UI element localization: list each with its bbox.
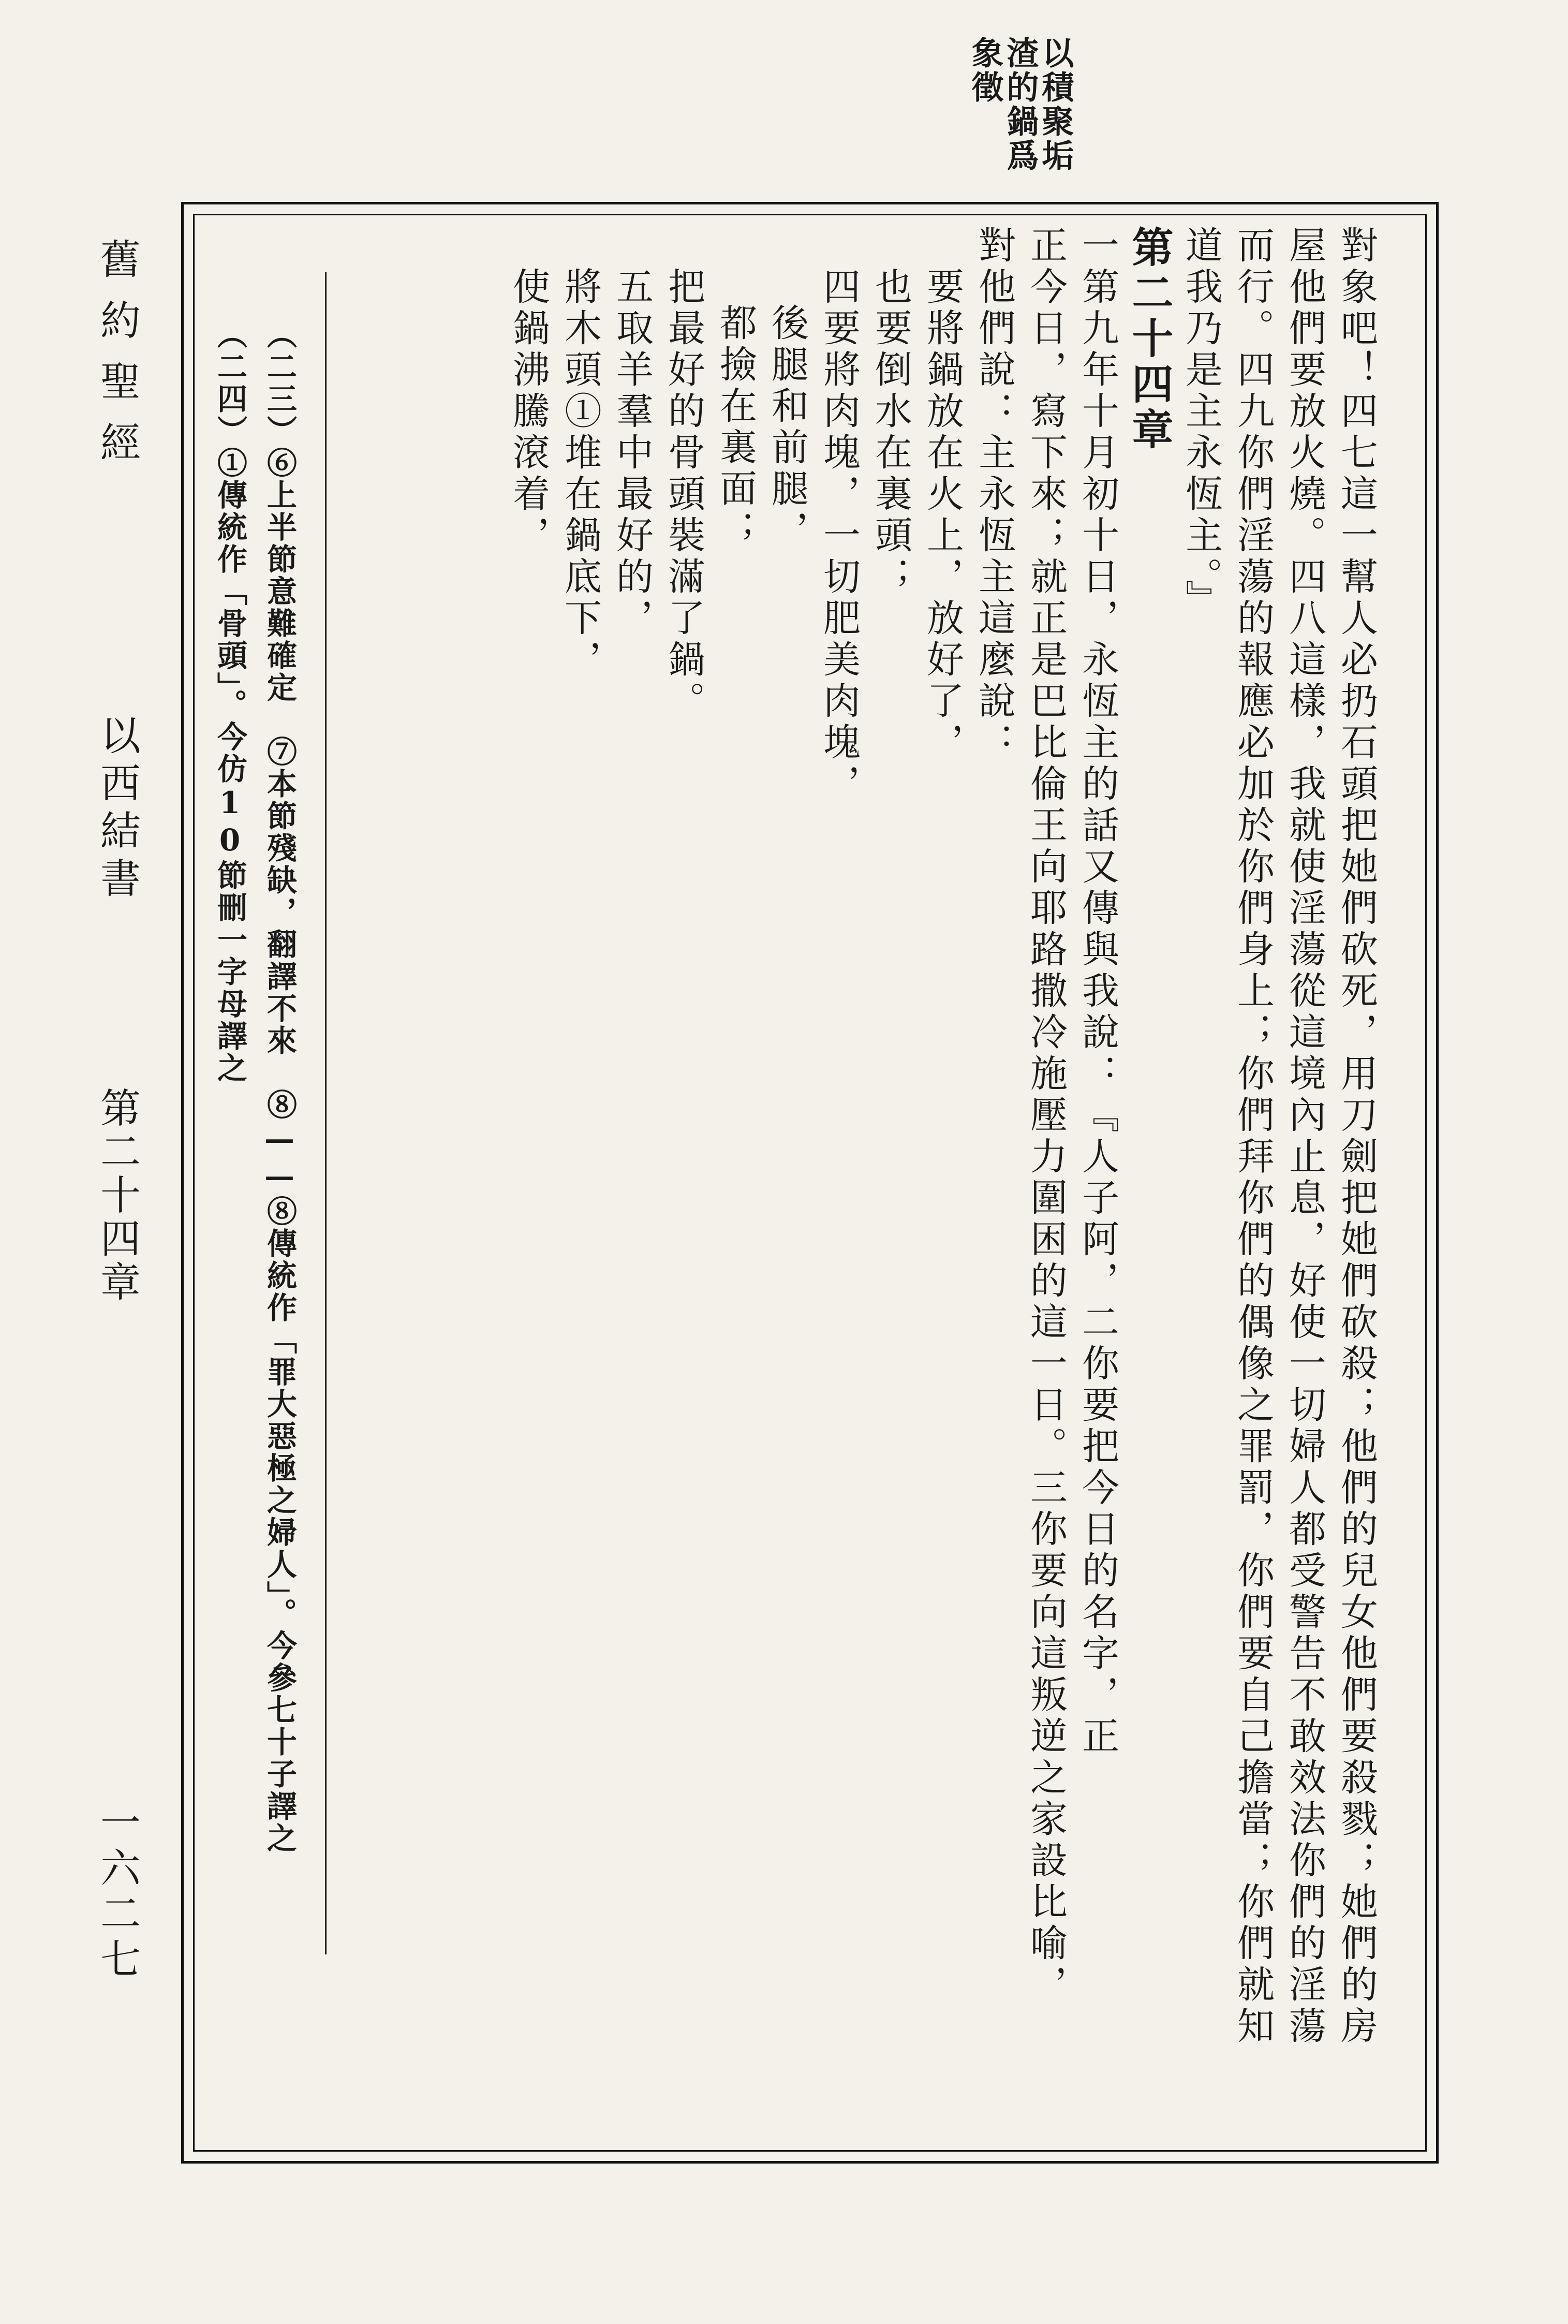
verse-line: 四要將肉塊，一切肥美肉塊， — [817, 267, 861, 805]
margin-note-line: 渣的鍋爲 — [1001, 36, 1039, 173]
chapter-heading: 第二十四章 — [1125, 226, 1174, 453]
verse-line: 將木頭①堆在鍋底下， — [558, 267, 602, 681]
margin-note — [952, 36, 1074, 192]
main-text — [506, 226, 1379, 2115]
verse-line: 五取羊羣中最好的， — [610, 267, 654, 640]
footnote-separator — [325, 272, 327, 1954]
running-chapter: 第二十四章 — [94, 1087, 140, 1304]
footnotes — [210, 319, 299, 2105]
verse-line: 要將鍋放在火上，放好了， — [921, 267, 964, 764]
text-column: 正今日，寫下來；就正是巴比倫王向耶路撒冷施壓力圍困的這一日。三你要向這叛逆之家設比喻， — [1024, 226, 1068, 2006]
margin-note-line: 以積聚垢 — [1037, 36, 1074, 173]
text-column: 對他們說：主永恆主這麼說： — [972, 226, 1016, 764]
verse-line: 使鍋沸騰滾着， — [507, 267, 550, 557]
text-column: 道我乃是主永恆主。』 — [1179, 226, 1223, 621]
margin-note-line: 象徵 — [966, 36, 1004, 105]
page-number: 一六二七 — [94, 1801, 140, 1983]
footnote: （二三）⑥上半節意難確定 ⑦本節殘缺，翻譯不來 ⑧——⑧傳統作「罪大惡極之婦人」。今參七十子譯之 — [262, 319, 297, 1855]
page-frame-inner — [193, 214, 1427, 2152]
text-column: 屋他們要放火燒。四八這樣，我就使淫蕩從這境內止息，好使一切婦人都受警告不敢效法你們的淫蕩 — [1283, 226, 1326, 2048]
verse-line: 也要倒水在裏頭； — [869, 267, 912, 598]
footnote: （二四）①傳統作「骨頭」。今仿10節刪一字母譯之 — [212, 319, 247, 1084]
book-title: 以西結書 — [94, 714, 140, 905]
text-column: 一第九年十月初十日，永恆主的話又傳與我說：『人子阿，二你要把今日的名字，正 — [1076, 226, 1119, 1758]
text-column: 對象吧！四七這一幫人必扔石頭把她們砍死，用刀劍把她們砍殺；他們的兒女他們要殺戮；她們的房 — [1335, 226, 1378, 2048]
page-frame — [181, 202, 1439, 2164]
running-title: 舊約聖經 — [94, 238, 140, 482]
verse-line: 後腿和前腿， — [765, 303, 809, 552]
verse-line: 都撿在裏面； — [714, 303, 757, 552]
verse-line: 把最好的骨頭裝滿了鍋。 — [662, 267, 705, 723]
text-column: 而行。四九你們淫蕩的報應必加於你們身上；你們拜你們的偶像之罪罰，你們要自己擔當；你們就知 — [1231, 226, 1275, 2048]
